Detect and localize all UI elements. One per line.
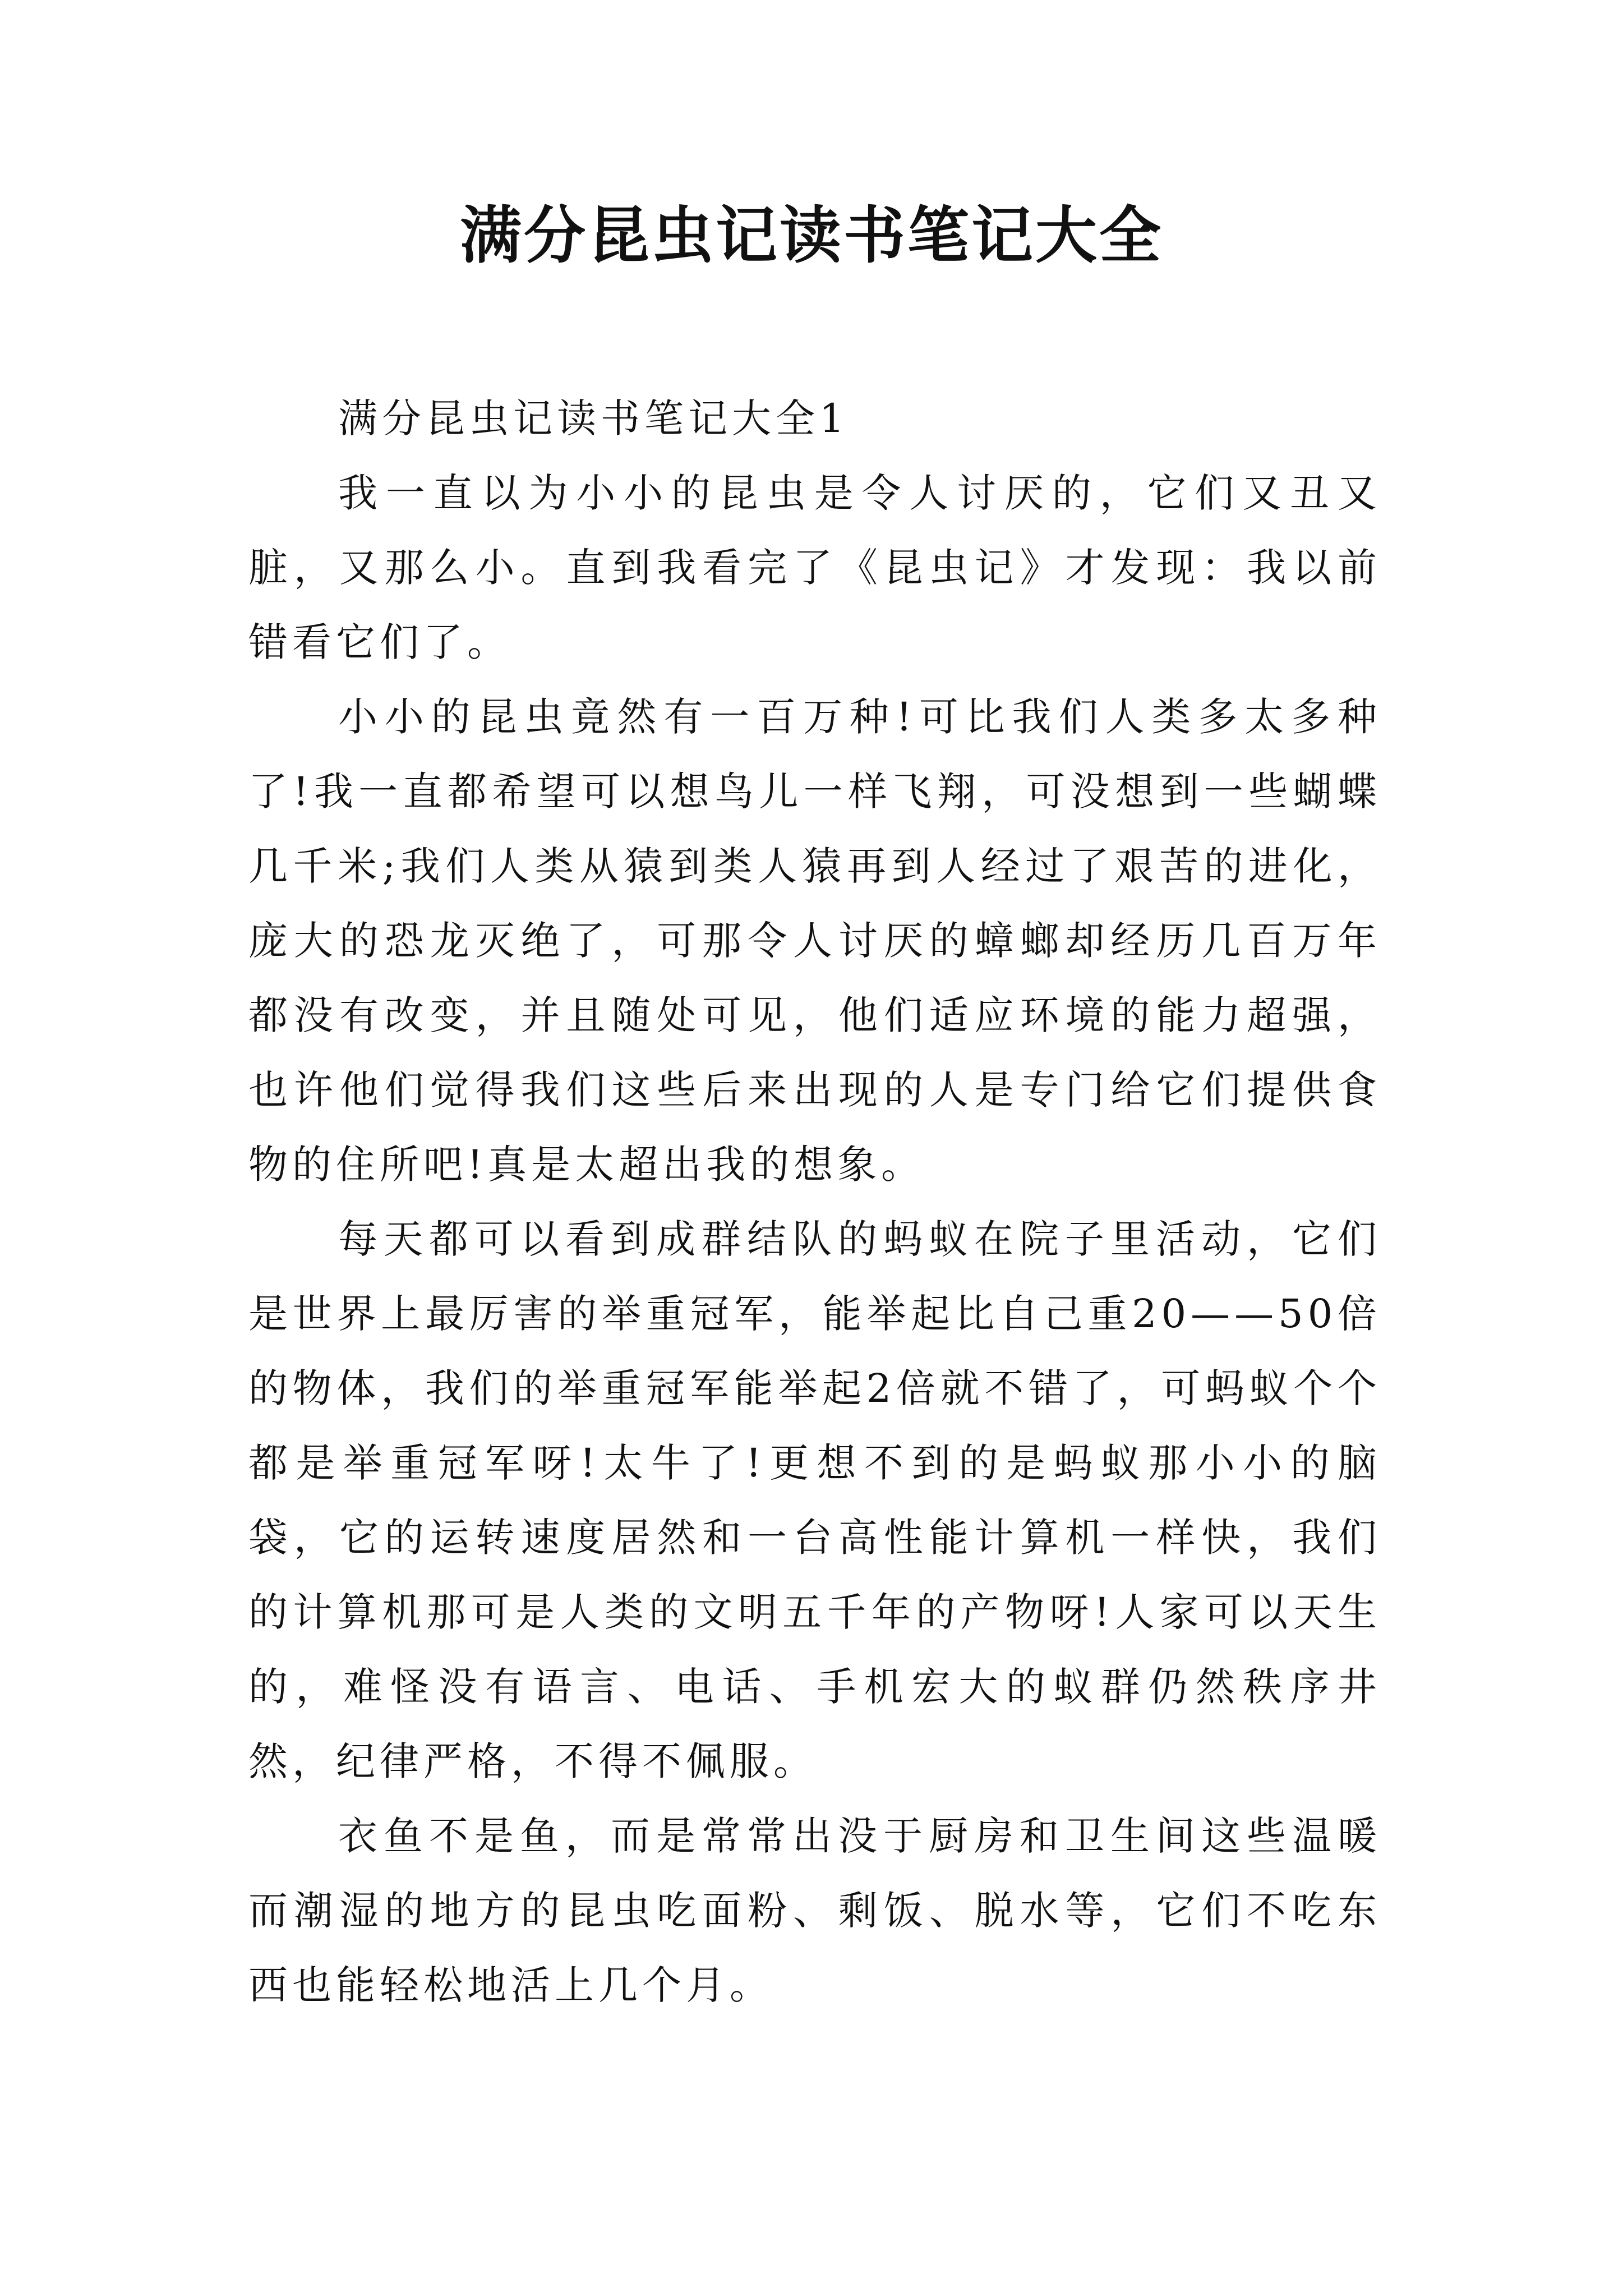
paragraph-2: 小小的昆虫竟然有一百万种!可比我们人类多太多种了!我一直都希望可以想鸟儿一样飞翔，可没想到一些蝴蝶几千米;我们人类从猿到类人猿再到人经过了艰苦的进化，庞大的恐龙灭绝了，可那令人讨厌的蟑螂却经历几百万年都没有改变，并且随处可见，他们适应环境的能力超强，也许他们觉得我们这些后来出现的人是专门给它们提供食物的住所吧!真是太超出我的想象。 xyxy=(248,694,1381,1188)
document-body xyxy=(248,381,1381,2023)
paragraph-3: 每天都可以看到成群结队的蚂蚁在院子里活动，它们是世界上最厉害的举重冠军，能举起比自己重20——50倍的物体，我们的举重冠军能举起2倍就不错了，可蚂蚁个个都是举重冠军呀!太牛了!更想不到的是蚂蚁那小小的脑袋，它的运转速度居然和一台高性能计算机一样快，我们的计算机那可是人类的文明五千年的产物呀!人家可以天生的，难怪没有语言、电话、手机宏大的蚁群仍然秩序井然，纪律严格，不得不佩服。 xyxy=(248,1216,1381,1784)
paragraph-4: 衣鱼不是鱼，而是常常出没于厨房和卫生间这些温暖而潮湿的地方的昆虫吃面粉、剩饭、脱水等，它们不吃东西也能轻松地活上几个月。 xyxy=(248,1813,1381,2008)
paragraph-1: 我一直以为小小的昆虫是令人讨厌的，它们又丑又脏，又那么小。直到我看完了《昆虫记》才发现：我以前错看它们了。 xyxy=(248,470,1381,665)
document-title: 满分昆虫记读书笔记大全 xyxy=(460,200,1163,272)
section-heading: 满分昆虫记读书笔记大全1 xyxy=(338,395,849,441)
